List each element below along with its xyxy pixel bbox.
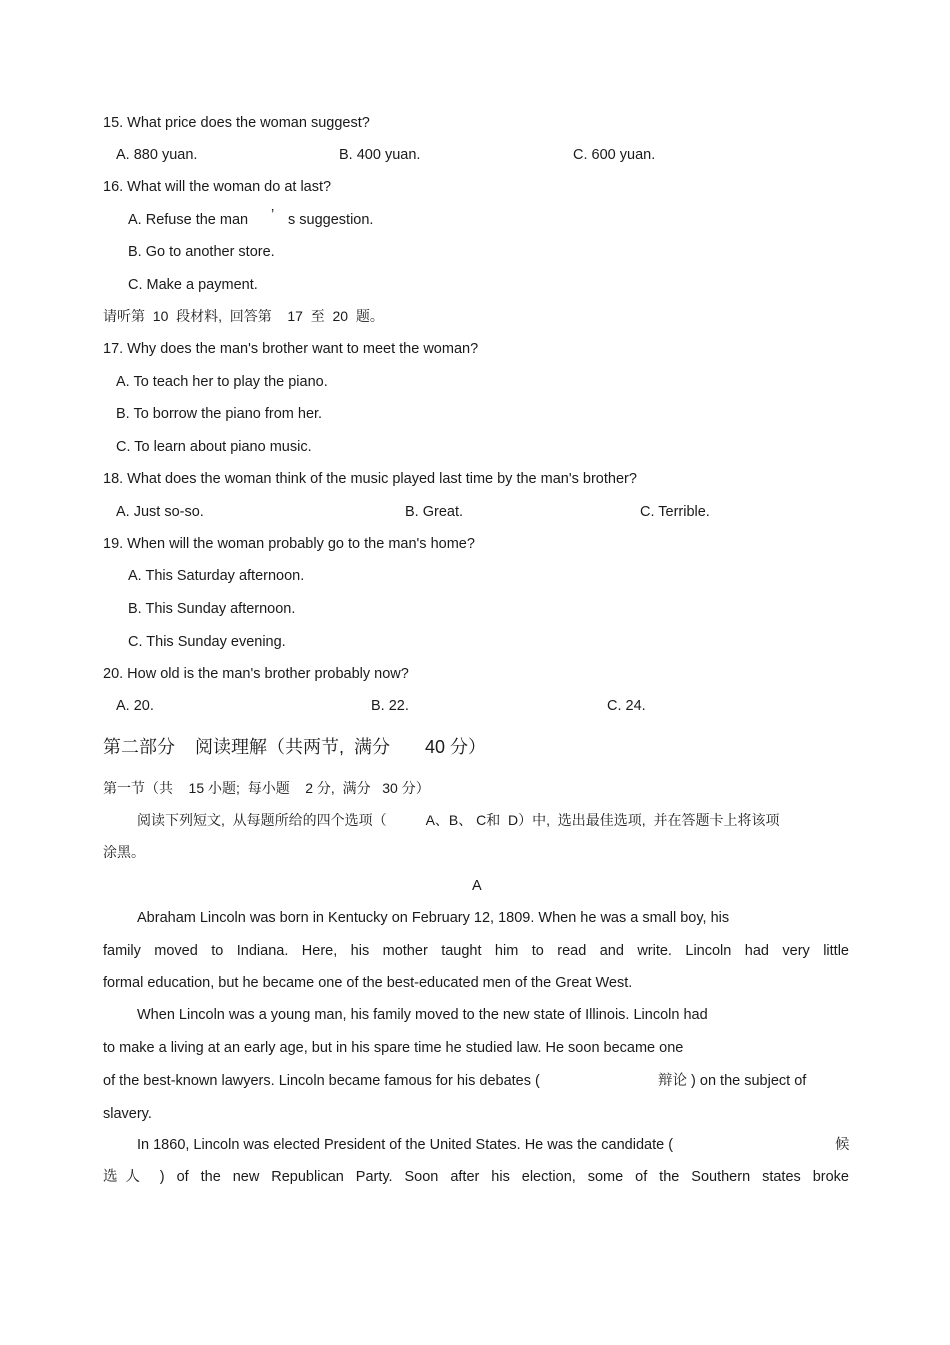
- q20-option-c: C. 24.: [607, 698, 646, 714]
- q20-option-b: B. 22.: [371, 698, 409, 714]
- q18-option-b: B. Great.: [405, 504, 464, 520]
- q17-option-a: A. To teach her to play the piano.: [116, 374, 328, 390]
- q15-option-b: B. 400 yuan.: [339, 147, 421, 163]
- section1-heading: 第一节（共 15 小题; 每小题 2 分, 满分 30 分）: [103, 780, 430, 796]
- q16-option-b: B. Go to another store.: [128, 244, 275, 260]
- q16-option-a-part1: A. Refuse the man: [128, 212, 249, 228]
- q17-question: 17. Why does the man's brother want to meet the woman?: [103, 341, 479, 357]
- q18-option-a: A. Just so-so.: [116, 504, 204, 520]
- passage-line: family moved to Indiana. Here, his mother taught him to read and write. Lincoln had very little: [103, 943, 849, 959]
- passage-line: When Lincoln was a young man, his family moved to the new state of Illinois. Lincoln had: [137, 1007, 708, 1023]
- passage-line: of the best-known lawyers. Lincoln became famous for his debates (: [103, 1073, 540, 1089]
- q16-question: 16. What will the woman do at last?: [103, 179, 332, 195]
- q17-option-c: C. To learn about piano music.: [116, 439, 312, 455]
- passage-line: Abraham Lincoln was born in Kentucky on February 12, 1809. When he was a small boy, his: [137, 910, 730, 926]
- q15-option-c: C. 600 yuan.: [573, 147, 656, 163]
- passage-line: formal education, but he became one of the best-educated men of the Great West.: [103, 975, 633, 991]
- instruction-text-10: 请听第 10 段材料, 回答第 17 至 20 题。: [103, 308, 384, 324]
- q20-question: 20. How old is the man's brother probably now?: [103, 666, 409, 682]
- q19-option-b: B. This Sunday afternoon.: [128, 601, 296, 617]
- passage-line: to make a living at an early age, but in his spare time he studied law. He soon became one: [103, 1040, 684, 1056]
- q19-option-c: C. This Sunday evening.: [128, 634, 286, 650]
- q18-option-c: C. Terrible.: [640, 504, 710, 520]
- q16-option-a-apostrophe: ’: [271, 207, 275, 223]
- q18-question: 18. What does the woman think of the music played last time by the man's brother?: [103, 471, 637, 487]
- passage-line: slavery.: [103, 1106, 152, 1122]
- directions-line-2: 涂黑。: [103, 844, 145, 860]
- passage-line: In 1860, Lincoln was elected President of the United States. He was the candidate (: [137, 1137, 674, 1153]
- passage-line-gloss: 辩论 ) on the subject of: [658, 1073, 807, 1089]
- part2-heading: 第二部分 阅读理解（共两节, 满分 40 分）: [103, 737, 487, 757]
- q16-option-a-part2: s suggestion.: [288, 212, 374, 228]
- q15-question: 15. What price does the woman suggest?: [103, 115, 370, 131]
- passage-line-gloss: 候: [835, 1137, 850, 1153]
- q16-option-c: C. Make a payment.: [128, 277, 258, 293]
- passage-line: 选人 ) of the new Republican Party. Soon after his election, some of the Southern states broke: [103, 1169, 849, 1185]
- q19-option-a: A. This Saturday afternoon.: [128, 568, 305, 584]
- q15-option-a: A. 880 yuan.: [116, 147, 198, 163]
- directions-line-1: 阅读下列短文, 从每题所给的四个选项（ A、B、 C和 D）中, 选出最佳选项, 并在答题卡上将该项: [137, 812, 780, 828]
- q19-question: 19. When will the woman probably go to the man's home?: [103, 536, 475, 552]
- q20-option-a: A. 20.: [116, 698, 154, 714]
- q17-option-b: B. To borrow the piano from her.: [116, 406, 323, 422]
- passage-label: A: [472, 878, 482, 894]
